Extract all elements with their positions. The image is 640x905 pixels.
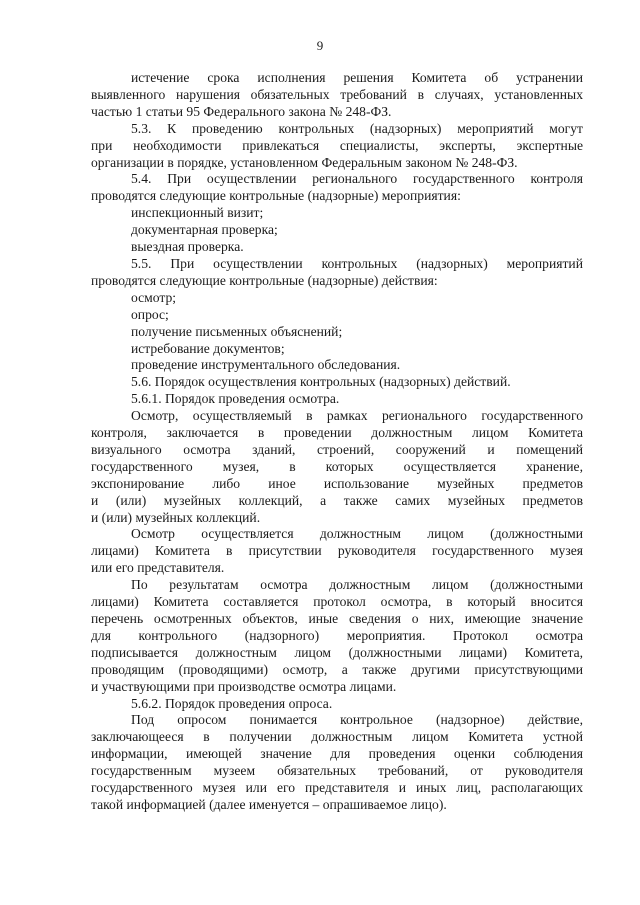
text-line: 5.3. К проведению контрольных (надзорных) мероприятий могут	[131, 120, 583, 136]
text-line: выявленного нарушения обязательных требований в случаях, установленных	[91, 86, 583, 102]
text-line: 5.5. При осуществлении контрольных (надзорных) мероприятий	[131, 255, 583, 271]
text-line: получение письменных объяснений;	[131, 323, 343, 339]
text-line: проводятся следующие контрольные (надзорные) мероприятия:	[91, 188, 461, 204]
text-line: лицами) Комитета составляется протокол осмотра, в который вносится	[91, 594, 583, 610]
text-line: частью 1 статьи 95 Федерального закона № 248-ФЗ.	[91, 103, 392, 119]
text-line: или его представителя.	[91, 560, 225, 576]
text-line: лицами) Комитета в присутствии руководителя государственного музея	[91, 543, 583, 559]
text-line: перечень осмотренных объектов, иные сведения о них, имеющие значение	[91, 611, 583, 626]
text-line: государственного музея, в которых осуществляется хранение,	[91, 458, 583, 474]
text-line: проводятся следующие контрольные (надзорные) действия:	[91, 272, 438, 288]
text-line: визуального осмотра зданий, строений, сооружений и помещений	[91, 441, 583, 457]
page-number: 9	[316, 38, 324, 53]
text-line: проведение инструментального обследования.	[131, 357, 401, 373]
text-line: контроля, заключается в проведении должностным лицом Комитета	[91, 425, 583, 441]
text-line: подписывается должностным лицом (должностными лицами) Комитета,	[91, 644, 583, 660]
text-line: осмотр;	[131, 289, 177, 305]
text-line: при необходимости привлекаться специалисты, эксперты, экспертные	[91, 137, 583, 153]
text-line: 5.6.1. Порядок проведения осмотра.	[131, 391, 340, 407]
text-line: истребование документов;	[131, 340, 285, 356]
text-line: организации в порядке, установленном Федеральным законом № 248-ФЗ.	[91, 154, 518, 170]
document-body	[91, 70, 583, 814]
text-line: информации, имеющей значение для проведения оценки соблюдения	[91, 746, 583, 762]
text-line: проводящим (проводящими) осмотр, а также другими присутствующими	[91, 661, 583, 677]
text-line: 5.6.2. Порядок проведения опроса.	[131, 695, 333, 711]
text-line: выездная проверка.	[131, 239, 244, 255]
text-line: государственным музеем обязательных требований, от руководителя	[91, 763, 583, 779]
text-line: 5.6. Порядок осуществления контрольных (надзорных) действий.	[131, 374, 511, 390]
text-line: государственного музея или его представителя и иных лиц, располагающих	[91, 780, 583, 796]
text-line: Под опросом понимается контрольное (надзорное) действие,	[131, 712, 583, 728]
text-line: и участвующими при производстве осмотра лицами.	[91, 678, 397, 694]
text-line: документарная проверка;	[131, 222, 278, 238]
text-line: Осмотр осуществляется должностным лицом (должностными	[131, 526, 583, 542]
text-line: 5.4. При осуществлении регионального государственного контроля	[131, 171, 583, 187]
text-line: для контрольного (надзорного) мероприятия. Протокол осмотра	[91, 627, 583, 643]
text-line: заключающееся в получении должностным лицом Комитета устной	[91, 729, 583, 745]
text-line: опрос;	[131, 306, 169, 322]
text-line: и (или) музейных коллекций.	[91, 509, 261, 525]
text-line: инспекционный визит;	[131, 205, 264, 221]
text-line: По результатам осмотра должностным лицом (должностными	[131, 577, 583, 593]
text-line: экспонирование либо иное использование музейных предметов	[91, 475, 583, 491]
text-line: и (или) музейных коллекций, а также самих музейных предметов	[91, 492, 583, 508]
text-line: истечение срока исполнения решения Комитета об устранении	[131, 70, 583, 85]
text-line: такой информацией (далее именуется – опрашиваемое лицо).	[91, 796, 447, 812]
text-line: Осмотр, осуществляемый в рамках регионального государственного	[131, 408, 583, 424]
